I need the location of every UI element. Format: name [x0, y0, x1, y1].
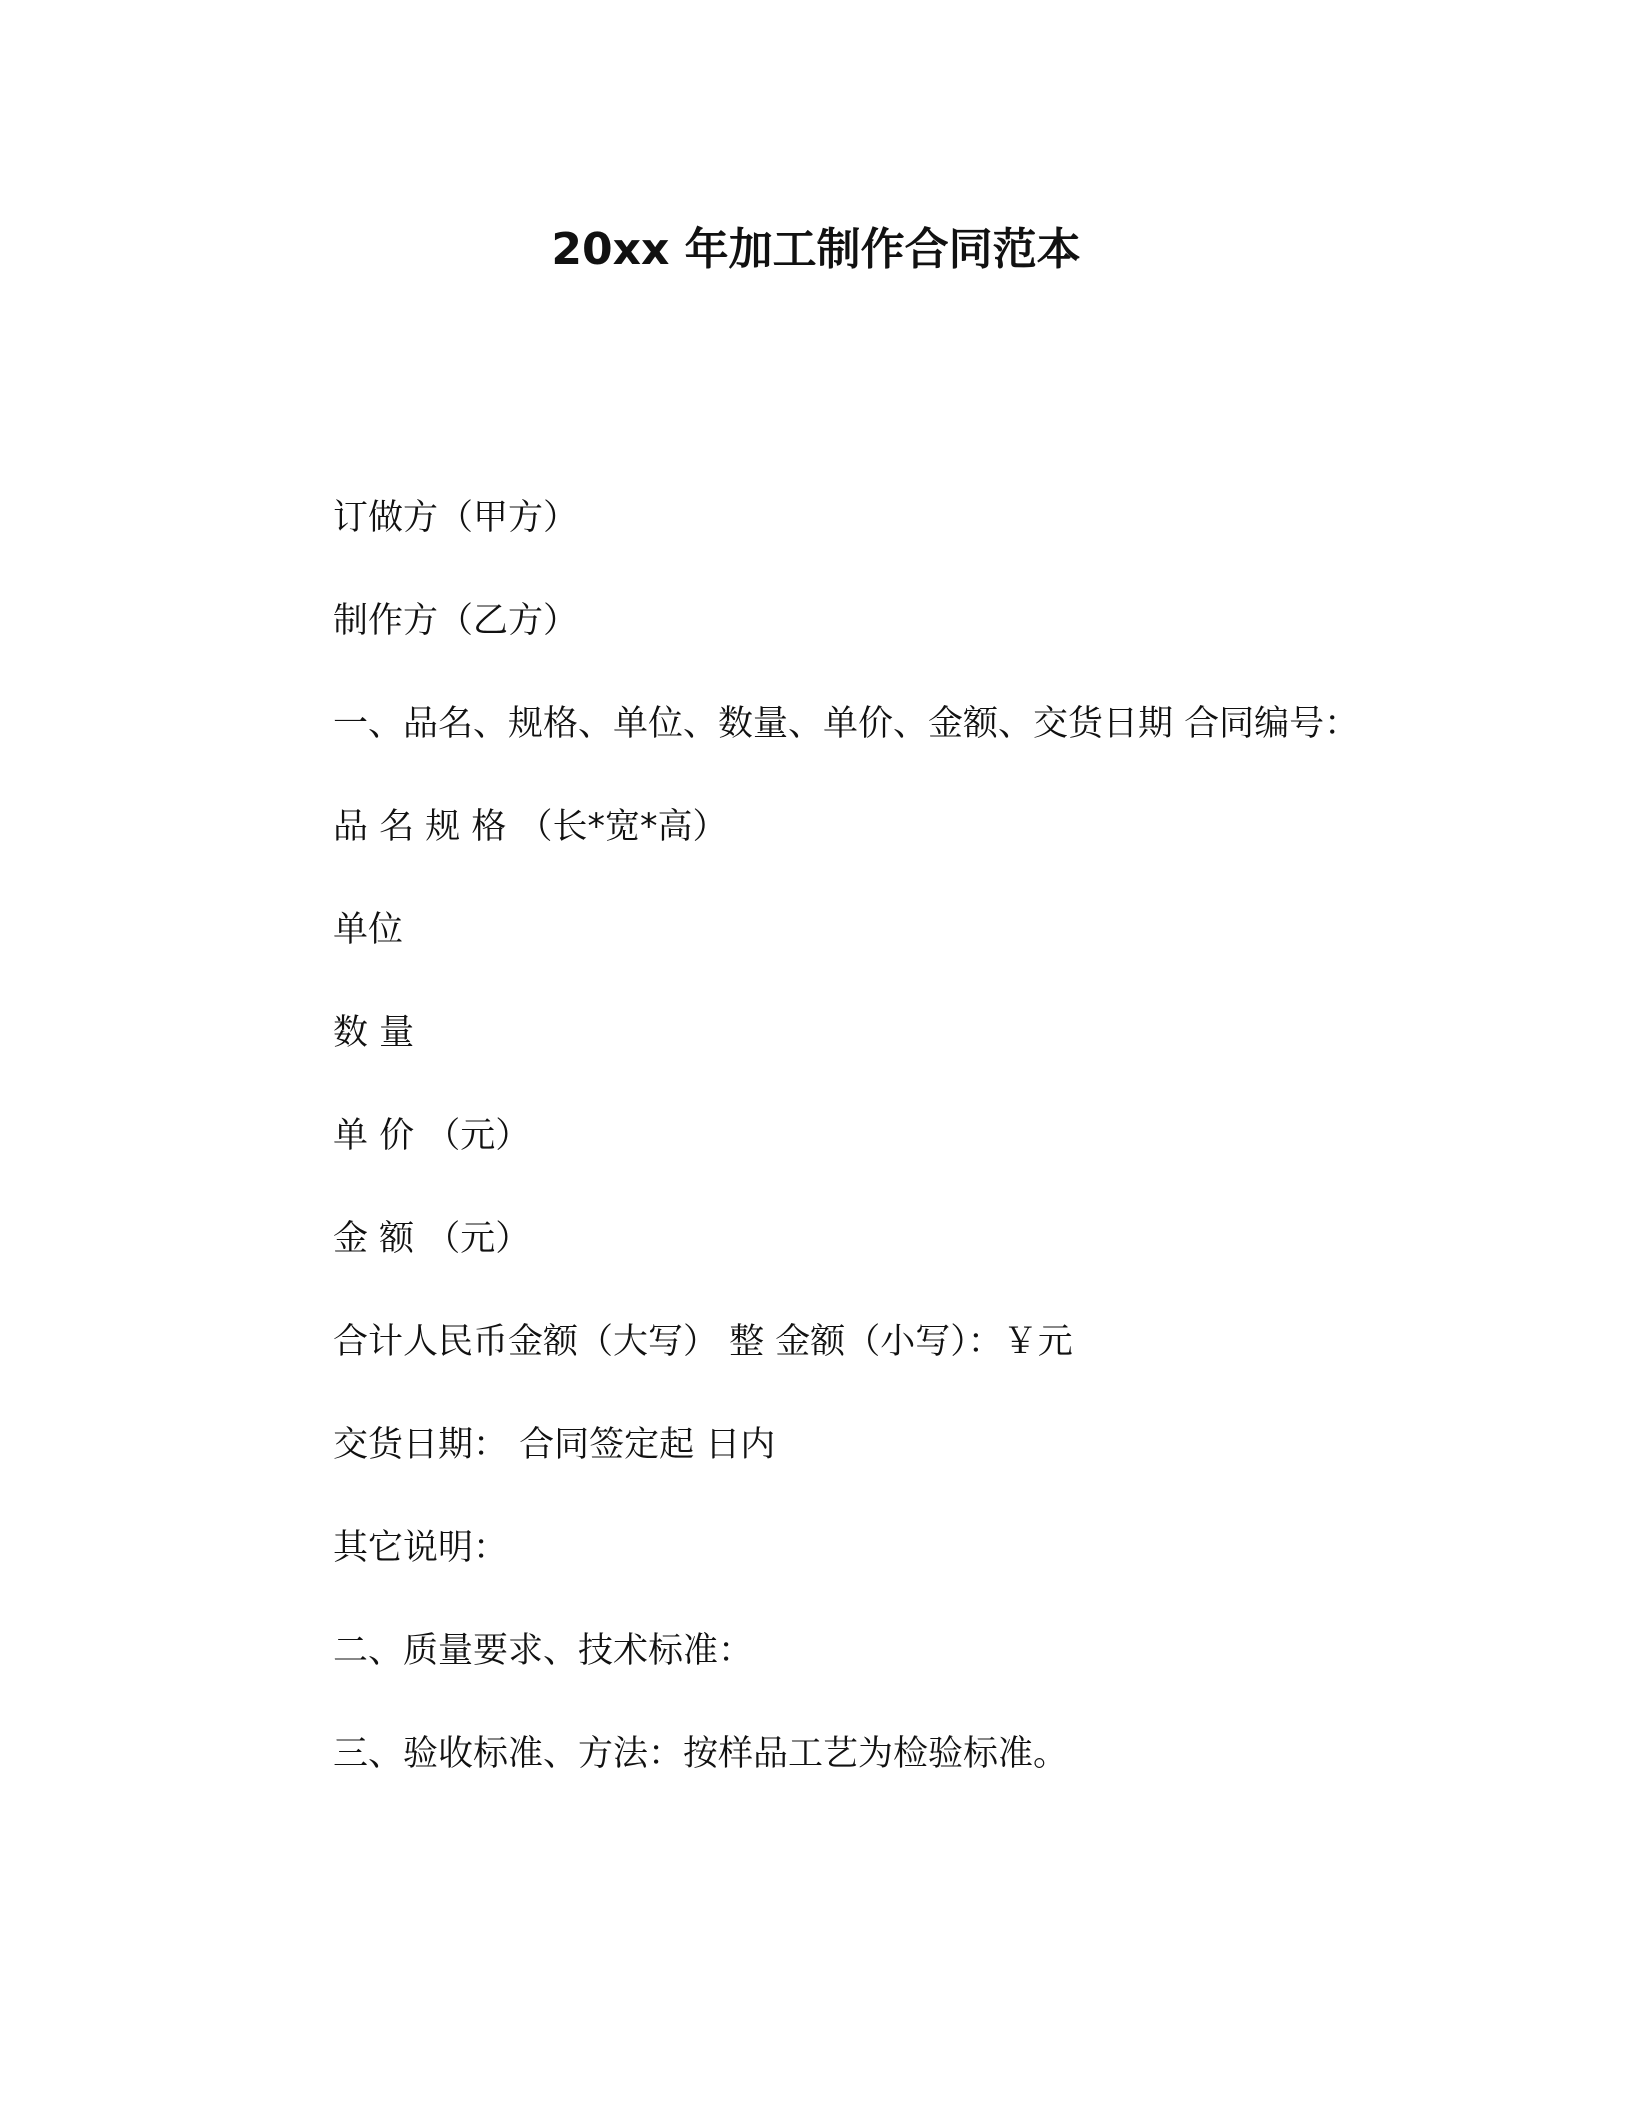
document-body — [333, 490, 1483, 1829]
section-1-heading: 一、品名、规格、单位、数量、单价、金额、交货日期 合同编号： — [333, 704, 1360, 744]
delivery-date-line: 交货日期： 合同签定起 日内 — [333, 1425, 776, 1465]
party-a-line: 订做方（甲方） — [333, 498, 579, 538]
unit-price-line: 单 价 （元） — [333, 1116, 531, 1156]
party-b-line: 制作方（乙方） — [333, 601, 579, 641]
other-notes-line: 其它说明： — [333, 1528, 509, 1568]
product-spec-line: 品 名 规 格 （长*宽*高） — [333, 807, 728, 847]
amount-line: 金 额 （元） — [333, 1219, 531, 1259]
quantity-line: 数 量 — [333, 1013, 415, 1053]
section-3-heading: 三、验收标准、方法：按样品工艺为检验标准。 — [333, 1734, 1069, 1774]
section-2-heading: 二、质量要求、技术标准： — [333, 1631, 754, 1671]
document-title: 20xx 年加工制作合同范本 — [551, 224, 1081, 275]
total-amount-line: 合计人民币金额（大写） 整 金额（小写）：￥元 — [333, 1322, 1073, 1362]
unit-line: 单位 — [333, 910, 404, 950]
